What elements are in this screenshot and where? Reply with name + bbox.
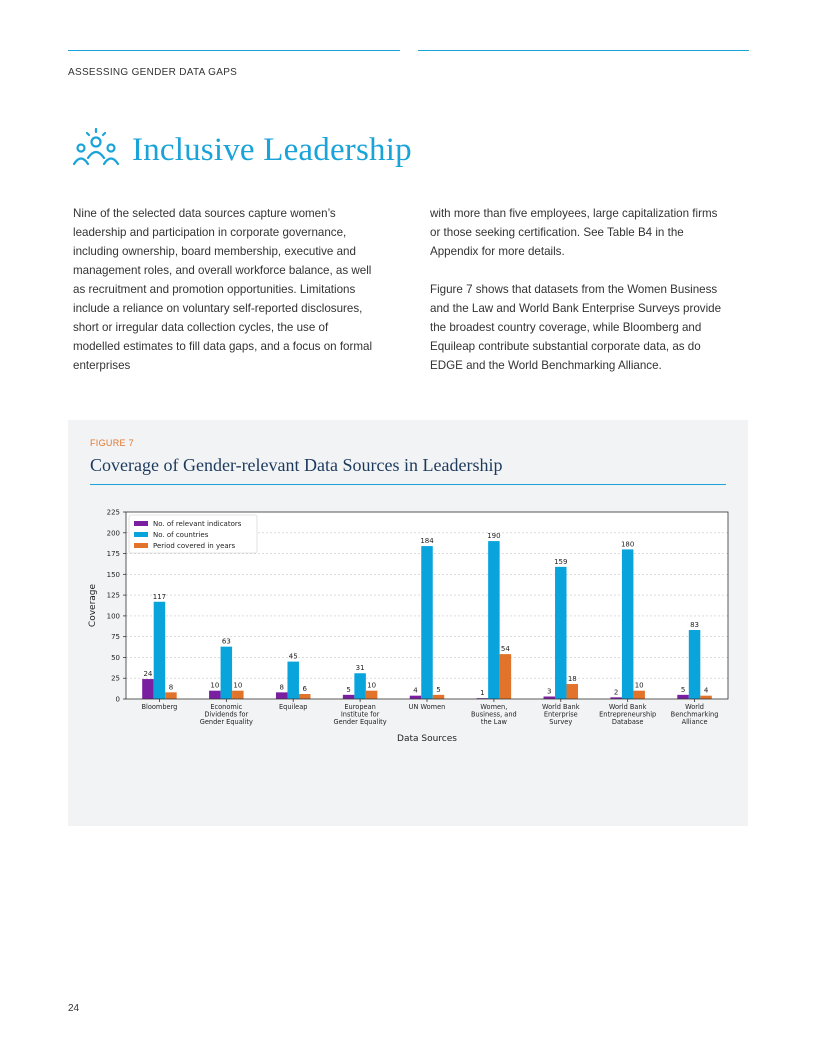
data-label: 10 [367, 681, 377, 690]
bar [700, 696, 712, 699]
bar [622, 549, 634, 699]
y-tick-label: 75 [111, 633, 120, 642]
section-title: Inclusive Leadership [132, 132, 412, 168]
body-paragraph: with more than five employees, large capitalization firms or those seeking certification. See Table B4 in the Appendix for more details. [430, 207, 718, 258]
section-heading [70, 126, 412, 175]
y-tick-label: 225 [106, 508, 120, 517]
data-label: 18 [567, 675, 577, 684]
figure-panel [68, 420, 748, 826]
bar [555, 567, 567, 699]
bar [209, 691, 221, 699]
bar [500, 654, 512, 699]
y-tick-label: 0 [115, 695, 120, 704]
x-tick-label: Economic Dividends for Gender Equality [199, 703, 253, 727]
y-tick-label: 200 [106, 529, 120, 538]
data-label: 10 [233, 681, 243, 690]
y-tick-label: 150 [106, 570, 120, 579]
data-label: 180 [620, 540, 635, 549]
data-label: 4 [413, 686, 418, 695]
bar [433, 695, 445, 699]
body-column-right [430, 204, 730, 394]
x-tick-label: World Bank Enterprise Survey [541, 703, 580, 727]
running-head: ASSESSING GENDER DATA GAPS [68, 67, 238, 78]
bar [221, 647, 233, 699]
data-label: 3 [547, 687, 552, 696]
figure-label: FIGURE 7 [90, 438, 134, 448]
data-label: 5 [346, 685, 351, 694]
people-group-icon [70, 126, 122, 175]
legend-label: No. of relevant indicators [153, 520, 242, 528]
y-tick-label: 175 [106, 550, 120, 559]
x-tick-label: European Institute for Gender Equality [333, 703, 387, 727]
bar [410, 696, 422, 699]
legend-label: Period covered in years [153, 542, 236, 550]
x-tick-label: World Bank Entrepreneurship Database [599, 703, 657, 727]
x-axis-label: Data Sources [397, 734, 457, 744]
data-label: 117 [152, 592, 167, 601]
x-tick-label: Equileap [278, 703, 308, 711]
data-label: 2 [613, 688, 619, 697]
top-rule-right [418, 50, 749, 51]
data-label: 5 [680, 685, 686, 694]
top-rule-left [68, 50, 400, 51]
data-label: 6 [302, 685, 307, 694]
data-label: 5 [436, 685, 441, 694]
data-label: 63 [221, 637, 231, 646]
bar [343, 695, 355, 699]
data-label: 54 [500, 645, 510, 654]
data-label: 1 [480, 689, 485, 698]
bar [633, 691, 645, 699]
x-tick-label: World Benchmarking Alliance [670, 703, 719, 727]
bar [154, 602, 166, 699]
data-label: 83 [690, 621, 700, 630]
bar [276, 692, 288, 699]
bar [366, 691, 378, 699]
bar [142, 679, 154, 699]
data-label: 8 [168, 683, 174, 692]
data-label: 31 [355, 664, 365, 673]
bar-chart [68, 420, 748, 826]
y-tick-label: 125 [106, 591, 120, 600]
bar [299, 694, 311, 699]
data-label: 8 [279, 683, 284, 692]
x-tick-label: Women, Business, and the Law [471, 703, 517, 727]
data-label: 45 [288, 652, 298, 661]
figure-title: Coverage of Gender-relevant Data Sources in Leadership [90, 455, 503, 475]
legend-swatch [134, 543, 148, 548]
data-label: 159 [554, 557, 568, 566]
bar [567, 684, 579, 699]
x-tick-label: Bloomberg [141, 703, 178, 711]
bar [232, 691, 244, 699]
data-label: 10 [634, 681, 644, 690]
bar [354, 673, 366, 699]
y-axis-label: Coverage [88, 583, 98, 628]
bar [689, 630, 701, 699]
bar [165, 692, 177, 699]
body-paragraph: Figure 7 shows that datasets from the Women Business and the Law and World Bank Enterprise Surveys provide the broadest country coverage, while Bloomberg and Equileap contribute substantial corporate data, as do EDGE and the World Benchmarking Alliance. [430, 283, 722, 372]
legend-swatch [134, 532, 148, 537]
data-label: 4 [703, 686, 709, 695]
y-tick-label: 100 [106, 612, 120, 621]
data-label: 24 [143, 670, 153, 679]
data-label: 10 [210, 681, 220, 690]
x-tick-label: UN Women [408, 703, 446, 711]
page-number: 24 [68, 1003, 80, 1014]
y-tick-label: 50 [111, 653, 120, 662]
legend-swatch [134, 521, 148, 526]
bar [488, 541, 500, 699]
body-paragraph: Nine of the selected data sources capture women’s leadership and participation in corporate governance, including ownership, board membership, executive and management roles, and overall workforce balance, as well as recruitment and promotion opportunities. Limitations include a reliance on voluntary self-reported disclosures, short or irregular data collection cycles, the use of modelled estimates to fill data gaps, and a focus on formal enterprises [73, 207, 373, 372]
bar [677, 695, 689, 699]
bar [421, 546, 433, 699]
body-column-left [73, 204, 373, 394]
data-label: 184 [420, 537, 434, 546]
data-label: 190 [487, 532, 501, 541]
bar [287, 662, 299, 699]
legend-label: No. of countries [153, 531, 209, 539]
y-tick-label: 25 [111, 674, 120, 683]
